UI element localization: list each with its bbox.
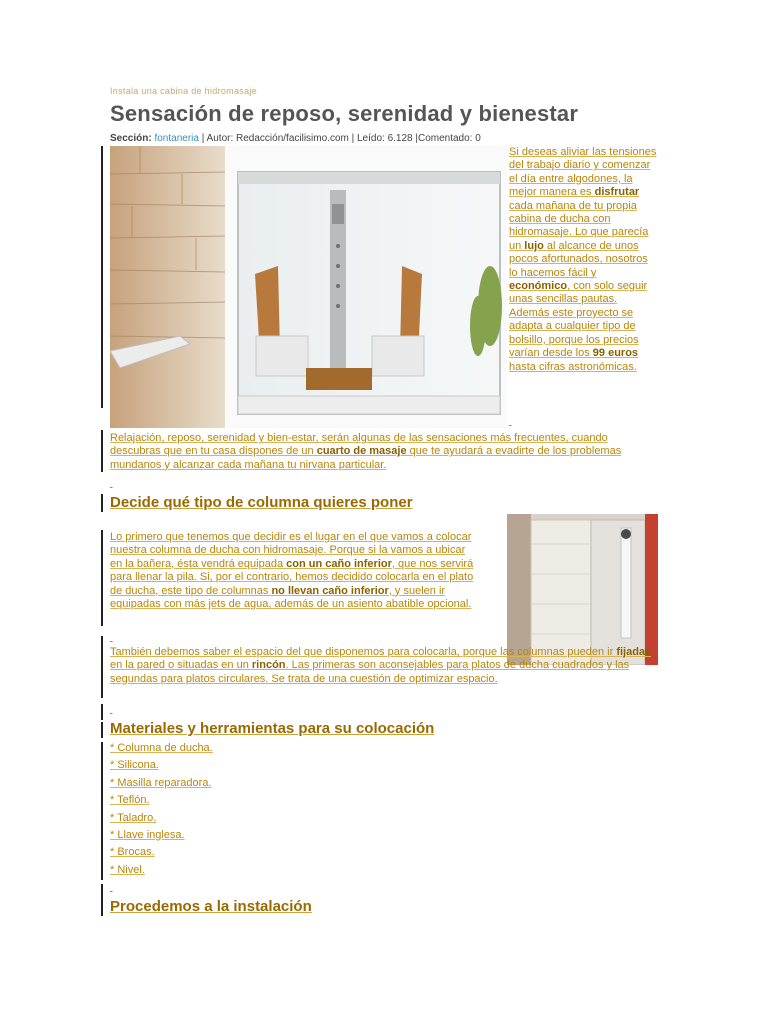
section-label: Sección:: [110, 133, 152, 144]
materials-list: [110, 742, 213, 881]
breadcrumb[interactable]: Instala una cabina de hidromasaje: [110, 86, 257, 96]
margin-bar: [101, 146, 103, 408]
separator-dot: [110, 704, 113, 714]
margin-bar: [101, 494, 103, 512]
margin-bar: [101, 430, 103, 472]
section-heading-columna[interactable]: Decide qué tipo de columna quieres poner: [110, 494, 413, 511]
separator-dot: [509, 416, 512, 426]
page-title: Sensación de reposo, serenidad y bienestar: [110, 101, 579, 126]
margin-bar: [101, 722, 103, 738]
section-heading-instalacion[interactable]: Procedemos a la instalación: [110, 898, 312, 915]
list-item[interactable]: * Teflón.: [110, 794, 150, 807]
article-meta: [110, 133, 658, 144]
intro-text[interactable]: Relajación, reposo, serenidad y bien-estar, serán algunas de las sensaciones más frecuentes, cuando descubras que en tu casa dispones de un cuarto de masaje que te ayudará a evadirte de los problemas mundanos y alcanzar cada mañana tu nirvana particular.: [110, 432, 622, 471]
intro-paragraph-2: [110, 432, 655, 472]
intro-paragraph-1: [509, 146, 657, 374]
margin-bar: [101, 636, 103, 698]
separator-dot: [110, 478, 113, 488]
list-item[interactable]: * Silicona.: [110, 759, 159, 772]
shower-cabin-image: [110, 146, 507, 428]
list-item[interactable]: * Llave inglesa.: [110, 828, 185, 841]
margin-bar: [101, 704, 103, 720]
margin-bar: [101, 742, 103, 880]
list-item[interactable]: * Taladro.: [110, 811, 157, 824]
article-header: [110, 86, 658, 146]
section1-text[interactable]: Lo primero que tenemos que decidir es el lugar en el que vamos a colocar nuestra columna de ducha con hidromasaje. Porque si la vamos a ubicar en la bañera, ésta vendrá equipada con un caño inferior, que nos servirá para llenar la pila. Si, por el contrario, hemos decidido colocarla en el plato de ducha, este tipo de columnas no llevan caño inferior, y suelen ir equipadas con más jets de agua, además de un asiento abatible opcional.: [110, 531, 474, 611]
list-item[interactable]: * Masilla reparadora.: [110, 776, 212, 789]
section-heading-materiales[interactable]: Materiales y herramientas para su colocación: [110, 720, 435, 737]
section1-paragraph-1: [110, 531, 480, 611]
margin-bar: [101, 530, 103, 626]
list-item[interactable]: * Nivel.: [110, 863, 145, 876]
list-item[interactable]: * Brocas.: [110, 846, 155, 859]
separator-dot: [110, 882, 113, 892]
meta-details: | Autor: Redacción/facilisimo.com | Leído: 6.128 |Comentado: 0: [198, 133, 481, 144]
section1-text[interactable]: También debemos saber el espacio del que disponemos para colocarla, porque las columnas pueden ir fijadas en la pared o situadas en un rincón. Las primeras son aconsejables para platos de ducha cuadrados y las segundas para platos circulares. Se trata de una cuestión de optimizar espacio.: [110, 646, 652, 685]
separator-dot: [110, 632, 113, 642]
intro-text[interactable]: Si deseas aliviar las tensiones del trabajo diario y comenzar el día entre algodones, la mejor manera es disfrutar cada mañana de tu propia cabina de ducha con hidromasaje. Lo que parecía un lujo al alcance de unos pocos afortunados, nosotros lo hacemos fácil y económico, con solo seguir unas sencillas pautas. Además este proyecto se adapta a cualquier tipo de bolsillo, porque los precios varían desde los 99 euros hasta cifras astronómicas.: [509, 146, 657, 373]
shower-enclosure-image: [507, 514, 658, 665]
margin-bar: [101, 884, 103, 916]
list-item[interactable]: * Columna de ducha.: [110, 742, 213, 754]
section1-paragraph-2: [110, 646, 656, 686]
section-link[interactable]: fontaneria: [154, 133, 199, 144]
